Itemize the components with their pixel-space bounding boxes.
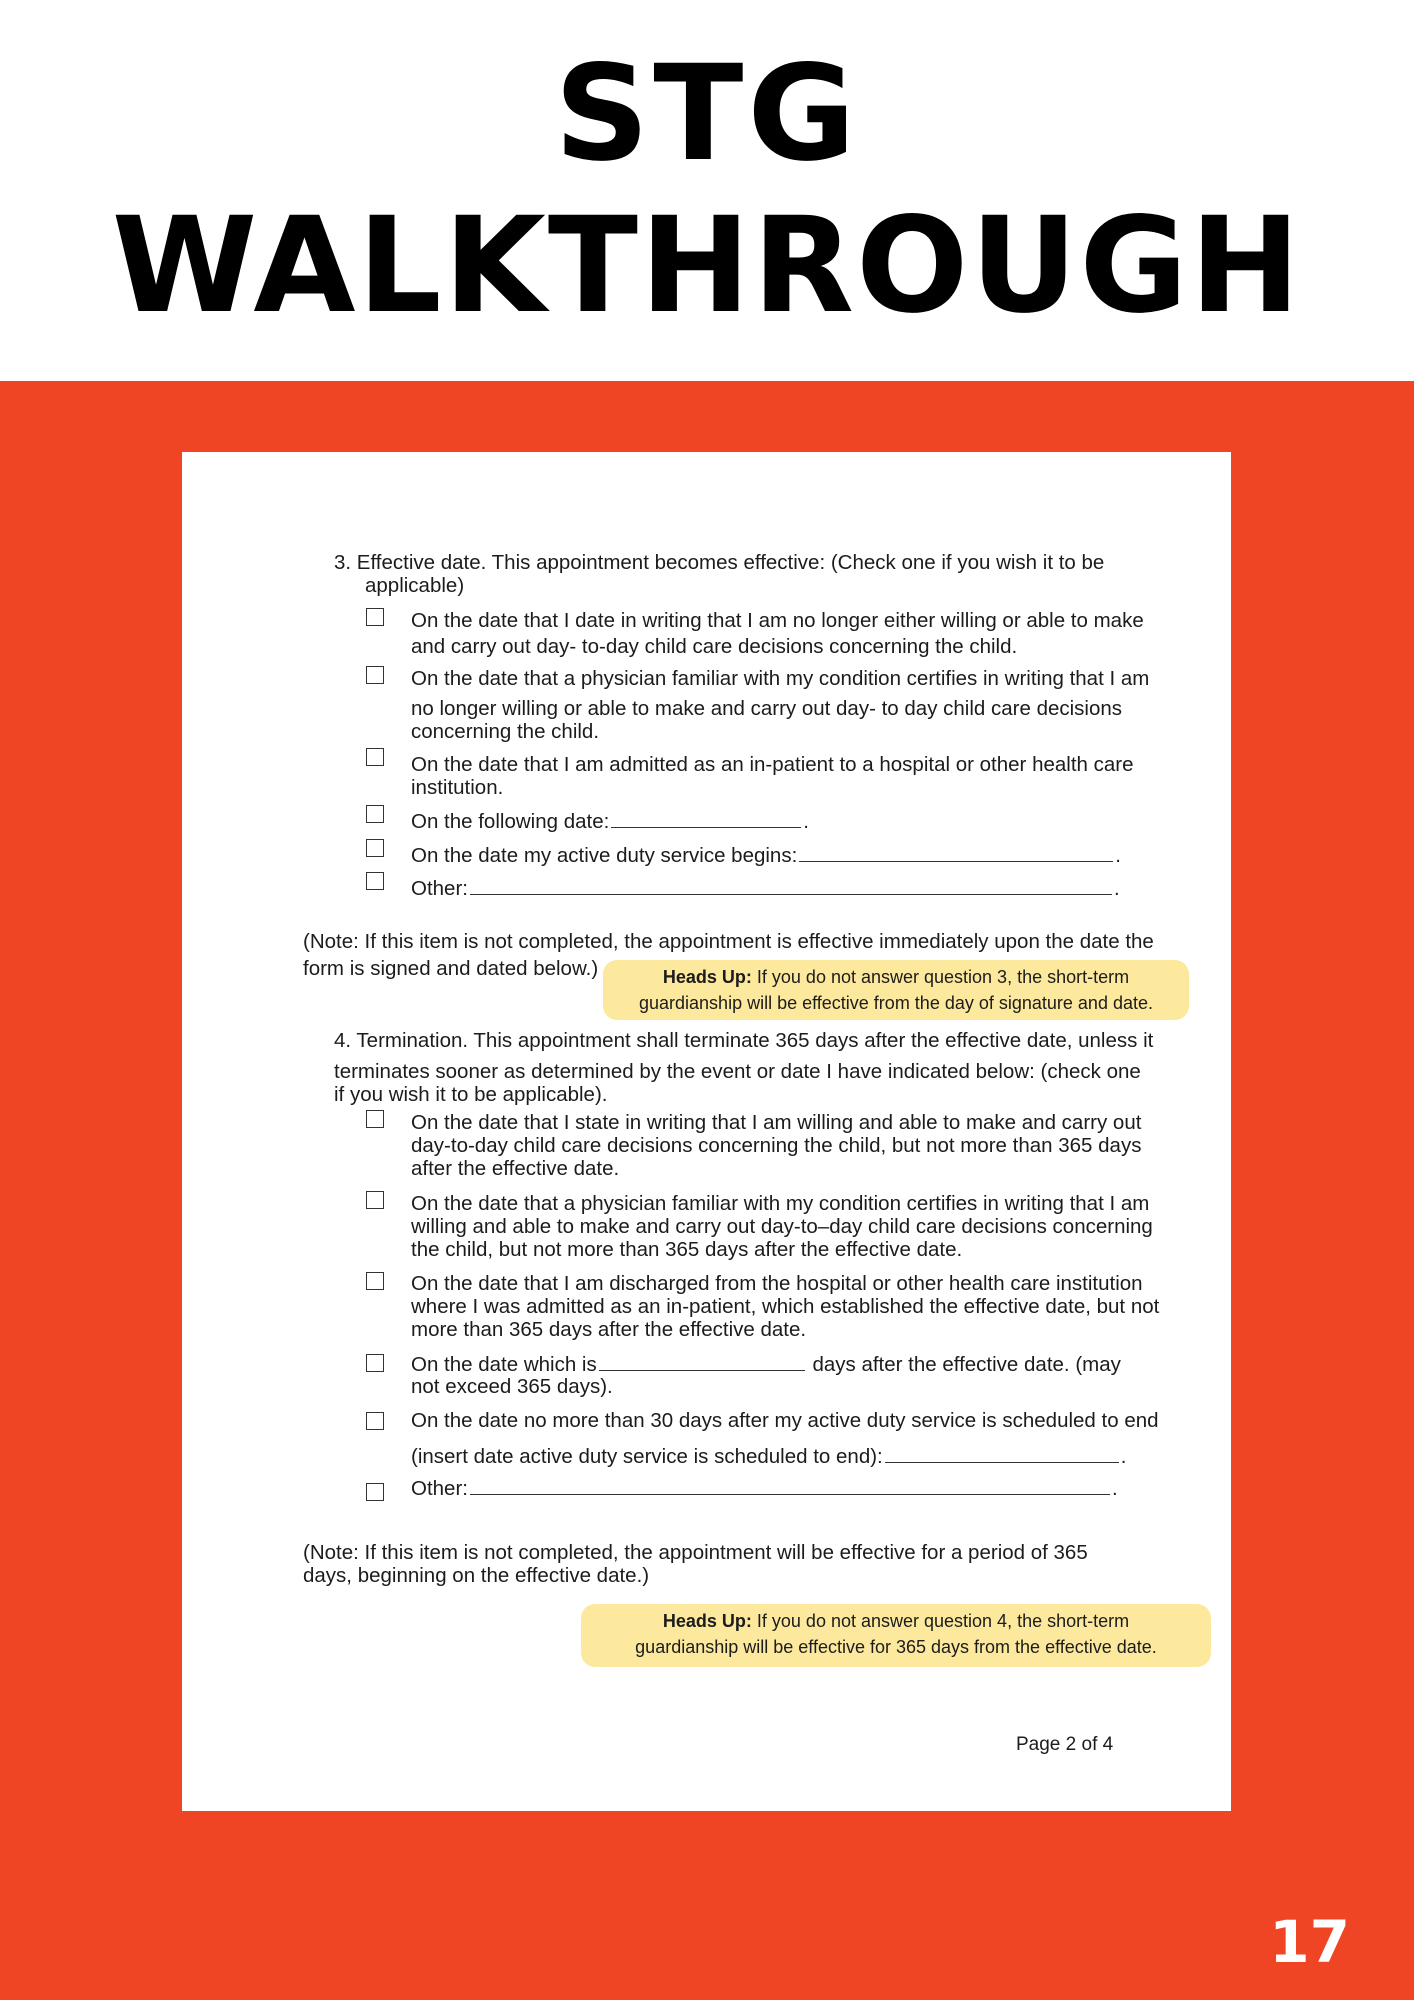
- q3-checkbox-4[interactable]: [366, 805, 384, 823]
- heads-up-2-text-cont: guardianship will be effective for 365 days from the effective date.: [635, 1637, 1157, 1657]
- form-page: [182, 452, 1231, 1811]
- q3-option-6-label: Other:: [411, 877, 468, 900]
- q4-checkbox-5[interactable]: [366, 1412, 384, 1430]
- q4-active-duty-end-field[interactable]: [885, 1444, 1119, 1463]
- q3-option-3: On the date that I am admitted as an in-patient to a hospital or other health care: [411, 753, 1134, 776]
- q3-checkbox-2[interactable]: [366, 666, 384, 684]
- q4-checkbox-6[interactable]: [366, 1483, 384, 1501]
- q4-option-1-cont: day-to-day child care decisions concerning the child, but not more than 365 days: [411, 1134, 1142, 1157]
- q4-option-3-cont2: more than 365 days after the effective date.: [411, 1318, 807, 1341]
- q3-intro: 3. Effective date. This appointment becomes effective: (Check one if you wish it to be: [334, 551, 1105, 574]
- q3-checkbox-1[interactable]: [366, 608, 384, 626]
- q3-option-2-cont2: concerning the child.: [411, 720, 600, 743]
- heads-up-callout-2: [581, 1604, 1211, 1667]
- q4-option-6: Other: .: [411, 1477, 1118, 1500]
- q4-checkbox-4[interactable]: [366, 1354, 384, 1372]
- q3-intro-cont: applicable): [365, 574, 465, 597]
- page-title-line-1: STG: [554, 37, 860, 191]
- q4-intro: 4. Termination. This appointment shall terminate 365 days after the effective date, unless it: [334, 1029, 1154, 1052]
- q4-option-4-cont: not exceed 365 days).: [411, 1375, 613, 1398]
- q3-note-cont: form is signed and dated below.): [303, 957, 599, 980]
- q4-option-3-cont: where I was admitted as an in-patient, which established the effective date, but not: [411, 1295, 1160, 1318]
- q3-option-3-cont: institution.: [411, 776, 504, 799]
- q4-intro-cont2: if you wish it to be applicable).: [334, 1083, 608, 1106]
- q4-option-2: On the date that a physician familiar with my condition certifies in writing that I am: [411, 1192, 1150, 1215]
- heads-up-callout-1: [603, 960, 1189, 1020]
- q4-checkbox-1[interactable]: [366, 1110, 384, 1128]
- form-page-footer: Page 2 of 4: [1016, 1734, 1114, 1755]
- q3-date-field[interactable]: [611, 809, 801, 828]
- q3-option-5-label: On the date my active duty service begins:: [411, 844, 798, 867]
- q3-option-4: On the following date: .: [411, 810, 809, 833]
- q4-option-2-cont2: the child, but not more than 365 days after the effective date.: [411, 1238, 963, 1261]
- page-title-line-2: WALKTHROUGH: [111, 189, 1303, 343]
- q3-option-6: Other: .: [411, 877, 1120, 900]
- q4-option-3: On the date that I am discharged from the hospital or other health care institution: [411, 1272, 1143, 1295]
- q4-checkbox-2[interactable]: [366, 1191, 384, 1209]
- q4-option-4-label: On the date which is: [411, 1353, 597, 1376]
- q4-checkbox-3[interactable]: [366, 1272, 384, 1290]
- q4-option-1: On the date that I state in writing that I am willing and able to make and carry out: [411, 1111, 1142, 1134]
- q3-other-field[interactable]: [470, 876, 1112, 895]
- q3-option-1: On the date that I date in writing that I am no longer either willing or able to make: [411, 609, 1144, 632]
- q4-intro-cont: terminates sooner as determined by the event or date I have indicated below: (check one: [334, 1060, 1141, 1083]
- q4-other-field[interactable]: [470, 1476, 1110, 1495]
- q4-note: (Note: If this item is not completed, the appointment will be effective for a period of 365: [303, 1541, 1088, 1564]
- q4-option-5-label: (insert date active duty service is scheduled to end):: [411, 1445, 883, 1468]
- page-number: 17: [1269, 1908, 1350, 1976]
- heads-up-1-label: Heads Up:: [662, 967, 752, 987]
- q4-option-2-cont: willing and able to make and carry out day-to–day child care decisions concerning: [411, 1215, 1153, 1238]
- q3-active-duty-field[interactable]: [799, 843, 1113, 862]
- q4-option-5: On the date no more than 30 days after my active duty service is scheduled to end: [411, 1409, 1159, 1432]
- heads-up-1-text: If you do not answer question 3, the short-term: [751, 967, 1130, 987]
- heads-up-1-text-cont: guardianship will be effective from the day of signature and date.: [639, 993, 1153, 1013]
- q3-checkbox-6[interactable]: [366, 872, 384, 890]
- q3-option-5: On the date my active duty service begins: .: [411, 844, 1121, 867]
- q3-option-2-cont: no longer willing or able to make and carry out day- to day child care decisions: [411, 697, 1123, 720]
- q4-option-4-label-b: days after the effective date. (may: [812, 1353, 1121, 1376]
- heads-up-2-label: Heads Up:: [662, 1611, 752, 1631]
- q4-option-6-label: Other:: [411, 1477, 468, 1500]
- q4-option-4: [411, 1352, 1121, 1377]
- q3-checkbox-3[interactable]: [366, 748, 384, 766]
- q3-option-4-label: On the following date:: [411, 810, 610, 833]
- q3-option-2: On the date that a physician familiar with my condition certifies in writing that I am: [411, 667, 1150, 690]
- q3-option-1-cont: and carry out day- to-day child care decisions concerning the child.: [411, 635, 1018, 658]
- q4-option-5-cont: (insert date active duty service is scheduled to end): .: [411, 1445, 1127, 1468]
- q4-days-field[interactable]: [599, 1352, 805, 1371]
- q4-option-1-cont2: after the effective date.: [411, 1157, 620, 1180]
- q4-note-cont: days, beginning on the effective date.): [303, 1564, 650, 1587]
- heads-up-2-text: If you do not answer question 4, the short-term: [751, 1611, 1130, 1631]
- q3-note: (Note: If this item is not completed, the appointment is effective immediately upon the date the: [303, 930, 1154, 953]
- q3-checkbox-5[interactable]: [366, 839, 384, 857]
